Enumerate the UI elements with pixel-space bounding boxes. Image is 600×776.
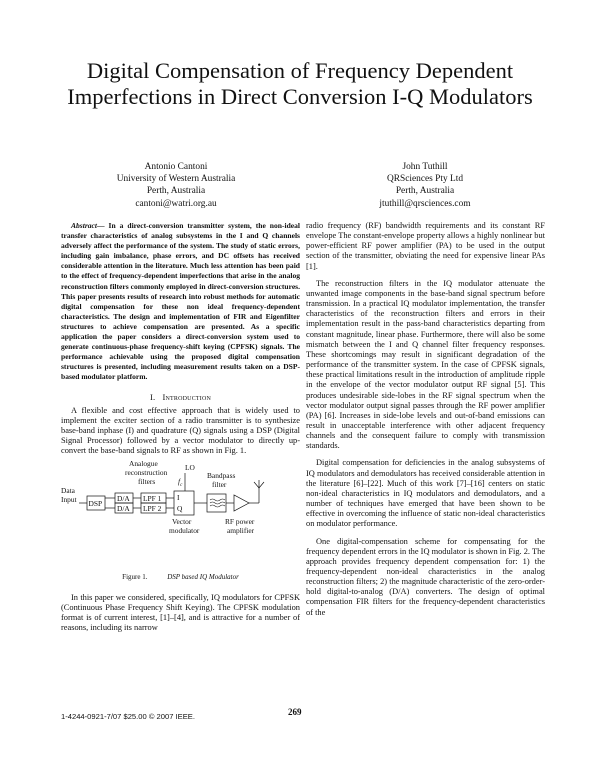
section-number: I. <box>149 391 156 402</box>
label-fc: $f_c$ <box>178 477 183 489</box>
right-paragraph-2: The reconstruction filters in the IQ modulator attenuate the unwanted image components in the base-band signal spectrum before transmission. In a practical IQ modulator implementation, the transfer characteristics of the reconstruction filters and errors in their implementation result in the pass-band characteristics departing from constant magnitude, linear phase. Furthermore, there will also be some mismatch between the I and Q channel filter frequency responses. These shortcomings may result in significant degradation of the performance of the transmitter system. In the case of CPFSK signals, these practical limitations result in the introduction of amplitude ripple in the envelope of the vector modulator output RF signal [5]. This produces undesirable side-lobes in the RF signal spectrum when the vector modulator output signal passes through the RF power amplifier (PA) [6]. Increases in side-lobe levels and out-of-band emissions can result in unacceptable interference with other adjacent frequency channels and the consequent failure to comply with transmission standards. <box>306 278 545 451</box>
author-block-2 <box>310 161 540 210</box>
figure-caption-label: Figure 1. <box>122 573 148 582</box>
figure-caption-text: DSP based IQ Modulator <box>167 573 239 582</box>
label-vector-2: modulator <box>169 526 200 536</box>
figure-1-block-diagram <box>61 458 300 570</box>
author-block-1 <box>61 161 291 210</box>
label-lo: LO <box>185 463 195 473</box>
label-analogue-3: filters <box>138 477 156 487</box>
author-email: jtuthill@qrsciences.com <box>379 198 471 209</box>
right-paragraph-3: Digital compensation for deficiencies in the analog subsystems of IQ modulators and demodulators has received considerable attention in the literature [6]–[22]. Much of this work [7]–[16] centers on static non-ideal characteristics in IQ modulators and demodulators, and a number of techniques have emerged that have been shown to be effective in overcoming the influence of static non-ideal characteristics on modulator performance. <box>306 458 545 529</box>
figure-caption <box>61 572 300 582</box>
intro-paragraph-2: In this paper we considered, specifically, IQ modulators for CPFSK (Continuous Phase Frequency Shift Keying). The CPFSK modulation format is of current interest, [1]–[4], and is attractive for a number of reasons, including its narrow <box>61 592 300 633</box>
bandpass-wave-icon <box>210 499 225 507</box>
author-affiliation: University of Western Australia <box>116 174 236 185</box>
label-bandpass-1: Bandpass <box>207 471 236 481</box>
antenna-icon <box>254 480 264 488</box>
left-column <box>61 221 300 633</box>
author-location: Perth, Australia <box>146 186 206 197</box>
amplifier-triangle-icon <box>234 495 249 511</box>
footer-copyright: 1-4244-0921-7/07 $25.00 © 2007 IEEE. <box>61 712 195 721</box>
right-column <box>306 221 545 618</box>
label-da2: D/A <box>117 504 130 514</box>
label-vector-1: Vector <box>172 517 192 527</box>
abstract-text: — In a direct-conversion transmitter system, the non-ideal transfer characteristics of analog subsystems in the I and Q channels adversely affect the performance of the system. The study of static errors, including gain imbalance, phase errors, and DC offsets has received considerable attention in the literature. Much less attention has been paid to the effect of frequency-dependent imperfections that arise in the analog reconstruction filters commonly employed in direct-conversion structures. This paper presents results of research into robust methods for automatic digital compensation for these non ideal frequency-dependent characteristics. The design and implementation of FIR and Eigenfilter structures to achieve compensation are presented. As a specific application the paper considers a direct-conversion system used to generate continuous-phase frequency-shift keying (CPFSK) signals. The performance achievable using the proposed digital compensation structures is presented, including measurement results taken on a DSP-based modulator platform. <box>61 221 300 382</box>
label-analogue-2: reconstruction <box>125 468 168 478</box>
author-location: Perth, Australia <box>395 186 455 197</box>
title-line-1: Digital Compensation of Frequency Dependent <box>86 58 514 83</box>
section-heading <box>61 392 300 402</box>
label-data-input-2: Input <box>61 495 77 505</box>
label-analogue-1: Analogue <box>129 459 158 469</box>
label-lpf2: LPF 2 <box>143 504 162 514</box>
page-number: 269 <box>288 707 302 717</box>
label-i: I <box>177 493 180 503</box>
label-data-input-1: Data <box>61 486 75 496</box>
title-line-2: Imperfections in Direct Conversion I-Q Modulators <box>67 84 533 109</box>
author-email: cantoni@watri.org.au <box>135 198 217 209</box>
block-diagram-svg <box>61 458 300 570</box>
author-name: John Tuthill <box>402 162 448 172</box>
label-dsp: DSP <box>88 499 103 509</box>
section-title: Introduction <box>162 391 212 402</box>
label-lpf1: LPF 1 <box>143 494 162 504</box>
label-rf-2: amplifier <box>227 526 255 536</box>
author-affiliation: QRSciences Pty Ltd <box>386 174 464 185</box>
label-da1: D/A <box>117 494 130 504</box>
label-q: Q <box>177 504 183 514</box>
intro-paragraph-1: A flexible and cost effective approach that is widely used to implement the exciter section of a radio transmitter is to synthesize base-band inphase (I) and quadrature (Q) signals using a DSP (Digital Signal Processor) followed by a vector modulator to directly up-convert the base-band signals to RF as shown in Fig. 1. <box>61 405 300 456</box>
author-name: Antonio Cantoni <box>144 162 208 172</box>
abstract <box>61 221 300 383</box>
bandpass-filter-box <box>207 494 226 512</box>
right-paragraph-1: radio frequency (RF) bandwidth requirements and its constant RF envelope The constant-envelope property allows a highly nonlinear but power-efficient RF power amplifier (PA) to be used in the output section of the transmitter, obviating the need for expensive linear PAs [1]. <box>306 221 545 271</box>
right-paragraph-4: One digital-compensation scheme for compensating for the frequency dependent errors in the IQ modulator is shown in Fig. 2. The approach provides frequency dependent compensation for: 1) the frequency-dependent non-ideal characteristics in the analog reconstruction filters; 2) the magnitude characteristic of the zero-order-hold digital-to-analog (D/A) converters. The design of optimal compensation FIR filters for the frequency-dependent characteristics of the <box>306 536 545 617</box>
label-bandpass-2: filter <box>212 480 227 490</box>
abstract-label: Abstract <box>71 221 97 230</box>
paper-title <box>30 58 570 110</box>
label-rf-1: RF power <box>225 517 255 527</box>
